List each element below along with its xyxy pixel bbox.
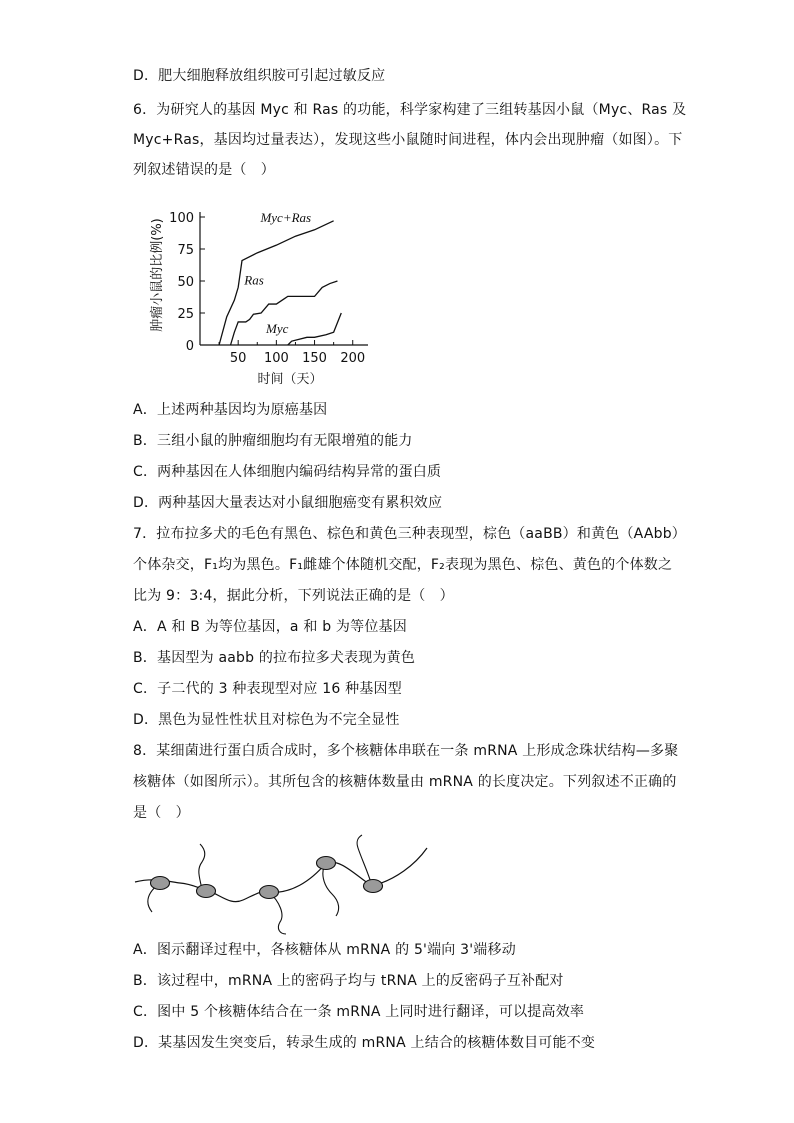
q6-option-d: D．两种基因大量表达对小鼠细胞癌变有累积效应	[133, 495, 443, 511]
ribosome	[197, 885, 216, 898]
ribosome	[151, 877, 170, 890]
y-tick-label: 50	[177, 275, 194, 290]
y-tick-label: 0	[185, 339, 194, 354]
q7-option-b: B．基因型为 aabb 的拉布拉多犬表现为黄色	[133, 650, 416, 666]
q8-option-c: C．图中 5 个核糖体结合在一条 mRNA 上同时进行翻译，可以提高效率	[133, 1004, 585, 1020]
q8-option-a: A．图示翻译过程中，各核糖体从 mRNA 的 5'端向 3'端移动	[133, 942, 516, 958]
peptide-chain	[323, 863, 339, 916]
peptide-chain	[357, 835, 372, 886]
q7-stem-line-1: 7．拉布拉多犬的毛色有黑色、棕色和黄色三种表现型，棕色（aaBB）和黄色（AAbb）	[133, 526, 686, 542]
x-tick-label: 100	[263, 351, 289, 366]
q7-stem-line-3: 比为 9：3:4，据此分析，下列说法正确的是（ ）	[133, 588, 454, 604]
q6-option-a: A．上述两种基因均为原癌基因	[133, 402, 328, 418]
q7-option-a: A．A 和 B 为等位基因，a 和 b 为等位基因	[133, 619, 407, 635]
q8-option-d: D．某基因发生突变后，转录生成的 mRNA 上结合的核糖体数目可能不变	[133, 1035, 596, 1051]
tumor-chart	[140, 190, 380, 390]
q6-option-c: C．两种基因在人体细胞内编码结构异常的蛋白质	[133, 464, 442, 480]
series-label: Myc	[266, 320, 289, 336]
polyribosome-diagram	[130, 830, 440, 935]
y-tick-label: 75	[177, 243, 194, 258]
x-tick-label: 200	[340, 351, 366, 366]
q6-option-b: B．三组小鼠的肿瘤细胞均有无限增殖的能力	[133, 433, 413, 449]
peptide-chain	[199, 844, 205, 890]
q6-stem-line-3: 列叙述错误的是（ ）	[133, 162, 275, 178]
q7-option-d: D．黑色为显性性状且对棕色为不完全显性	[133, 712, 400, 728]
ribosome	[364, 880, 383, 893]
q5-option-d: D．肥大细胞释放组织胺可引起过敏反应	[133, 68, 386, 84]
chart-ylabel: 肿瘤小鼠的比例(%)	[150, 218, 165, 332]
ribosome	[260, 886, 279, 899]
q8-stem-line-2: 核糖体（如图所示）。其所包含的核糖体数量由 mRNA 的长度决定。下列叙述不正确的	[133, 774, 677, 790]
q7-option-c: C．子二代的 3 种表现型对应 16 种基因型	[133, 681, 402, 697]
series-label: Ras	[244, 272, 264, 288]
chart-xlabel: 时间（天）	[257, 372, 323, 387]
q8-stem-line-1: 8．某细菌进行蛋白质合成时，多个核糖体串联在一条 mRNA 上形成念珠状结构—多聚	[133, 743, 679, 759]
y-tick-label: 100	[169, 211, 194, 226]
q6-stem-line-2: Myc+Ras，基因均过量表达），发现这些小鼠随时间进程，体内会出现肿瘤（如图）。下	[133, 132, 683, 148]
series-label: Myc+Ras	[260, 210, 312, 226]
ribosome	[317, 857, 336, 870]
q7-stem-line-2: 个体杂交，F₁均为黑色。F₁雌雄个体随机交配，F₂表现为黑色、棕色、黄色的个体数之	[133, 557, 673, 573]
x-tick-label: 150	[302, 351, 327, 366]
q6-stem-line-1: 6．为研究人的基因 Myc 和 Ras 的功能，科学家构建了三组转基因小鼠（Myc、Ras 及	[133, 102, 687, 118]
q8-option-b: B．该过程中，mRNA 上的密码子均与 tRNA 上的反密码子互补配对	[133, 973, 564, 989]
mrna-strand	[135, 848, 427, 902]
x-tick-label: 50	[229, 351, 247, 366]
q8-stem-line-3: 是（ ）	[133, 805, 190, 821]
y-tick-label: 25	[177, 307, 194, 322]
